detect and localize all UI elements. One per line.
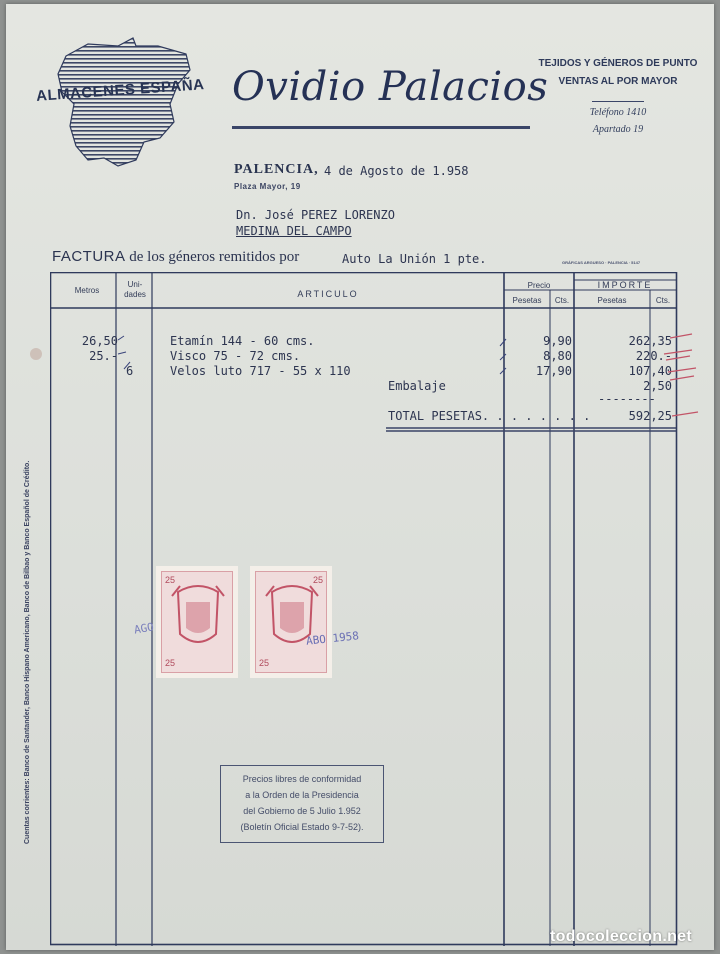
header-importe: IMPORTE xyxy=(597,280,653,290)
row-1-importe: 262,35 xyxy=(628,334,672,348)
tagline-line-2: VENTAS AL POR MAYOR xyxy=(558,76,678,87)
header-precio-pesetas: Pesetas xyxy=(512,296,542,305)
row-2-articulo: Visco 75 - 72 cms. xyxy=(170,349,301,363)
header-articulo: ARTICULO xyxy=(297,289,359,299)
shipping-via: Auto La Unión 1 pte. xyxy=(342,252,487,266)
po-box: Apartado 19 xyxy=(592,124,644,135)
sum-dashes: -------- xyxy=(598,392,656,406)
audit-marks xyxy=(6,324,714,424)
factura-title: FACTURA xyxy=(52,248,126,265)
fiscal-stamp-2 xyxy=(250,566,332,678)
notice-line-4: (Boletín Oficial Estado 9-7-52). xyxy=(240,822,364,832)
row-2-metros: 25.- xyxy=(89,349,118,363)
stamp-2-value-bottom: 25 xyxy=(259,658,270,668)
stamp-2-value-top: 25 xyxy=(312,575,323,585)
embalaje-label: Embalaje xyxy=(388,379,446,393)
factura-subtitle: de los géneros remitidos por xyxy=(125,249,300,265)
price-notice-box xyxy=(220,765,384,843)
stamp-1-value-bottom: 25 xyxy=(165,658,176,668)
stamp-1-value-top: 25 xyxy=(165,575,176,585)
row-2-precio: 8,80 xyxy=(543,349,572,363)
factura-label xyxy=(52,248,299,266)
address: Plaza Mayor, 19 xyxy=(234,182,301,191)
row-2-importe: 220.- xyxy=(635,349,672,363)
row-1-articulo: Etamín 144 - 60 cms. xyxy=(170,334,315,348)
invoice-date: 4 de Agosto de 1.958 xyxy=(324,164,469,178)
owner-name: Ovidio Palacios xyxy=(232,64,549,110)
client-place: MEDINA DEL CAMPO xyxy=(236,224,352,238)
cancellation-mark: ABO 1958 xyxy=(305,629,360,648)
site-watermark: todocoleccion.net xyxy=(550,928,692,945)
row-3-articulo: Velos luto 717 - 55 x 110 xyxy=(170,364,351,378)
fiscal-stamp-1 xyxy=(156,566,238,678)
notice-line-1: Precios libres de conformidad xyxy=(242,774,362,784)
total-double-rule xyxy=(386,426,676,434)
city: PALENCIA, xyxy=(234,162,319,177)
client-name: Dn. José PEREZ LORENZO xyxy=(236,208,395,222)
printer-mark: GRÁFICAS ARGUESO · PALENCIA · 5147 xyxy=(562,260,641,265)
header-precio: Precio xyxy=(527,281,551,290)
row-1-metros: 26,50 xyxy=(81,334,118,348)
tagline-divider xyxy=(592,101,644,102)
header-unidades-2: dades xyxy=(124,290,146,299)
notice-line-2: a la Orden de la Presidencia xyxy=(245,790,359,800)
header-precio-cts: Cts. xyxy=(554,296,570,305)
notice-line-3: del Gobierno de 5 Julio 1.952 xyxy=(243,806,361,816)
total-value: 592,25 xyxy=(628,409,672,423)
bank-accounts-sidebar: Cuentas corrientes: Banco de Santander, Banco Hispano Americano, Banco de Bilbao y Banco Español de Crédito. xyxy=(24,460,31,844)
row-3-precio: 17,90 xyxy=(535,364,572,378)
phone-number: Teléfono 1410 xyxy=(589,107,647,118)
row-1-precio: 9,90 xyxy=(543,334,572,348)
header-unidades-1: Uni- xyxy=(127,280,143,289)
cancellation-mark-partial: AGO xyxy=(133,620,155,637)
brand-name: ALMACENES ESPAÑA xyxy=(35,76,205,105)
header-importe-pesetas: Pesetas xyxy=(597,296,627,305)
embalaje-value: 2,50 xyxy=(643,379,672,393)
header-metros: Metros xyxy=(74,286,100,295)
spain-map-logo xyxy=(48,34,198,174)
header-importe-cts: Cts. xyxy=(655,296,671,305)
row-3-importe: 107,40 xyxy=(628,364,672,378)
invoice-sheet xyxy=(6,4,714,950)
tagline-line-1: TEJIDOS Y GÉNEROS DE PUNTO xyxy=(538,58,698,69)
owner-underline xyxy=(232,126,530,129)
total-label: TOTAL PESETAS. . . . . . . . xyxy=(388,409,591,423)
row-3-unidades: 6 xyxy=(126,364,134,378)
